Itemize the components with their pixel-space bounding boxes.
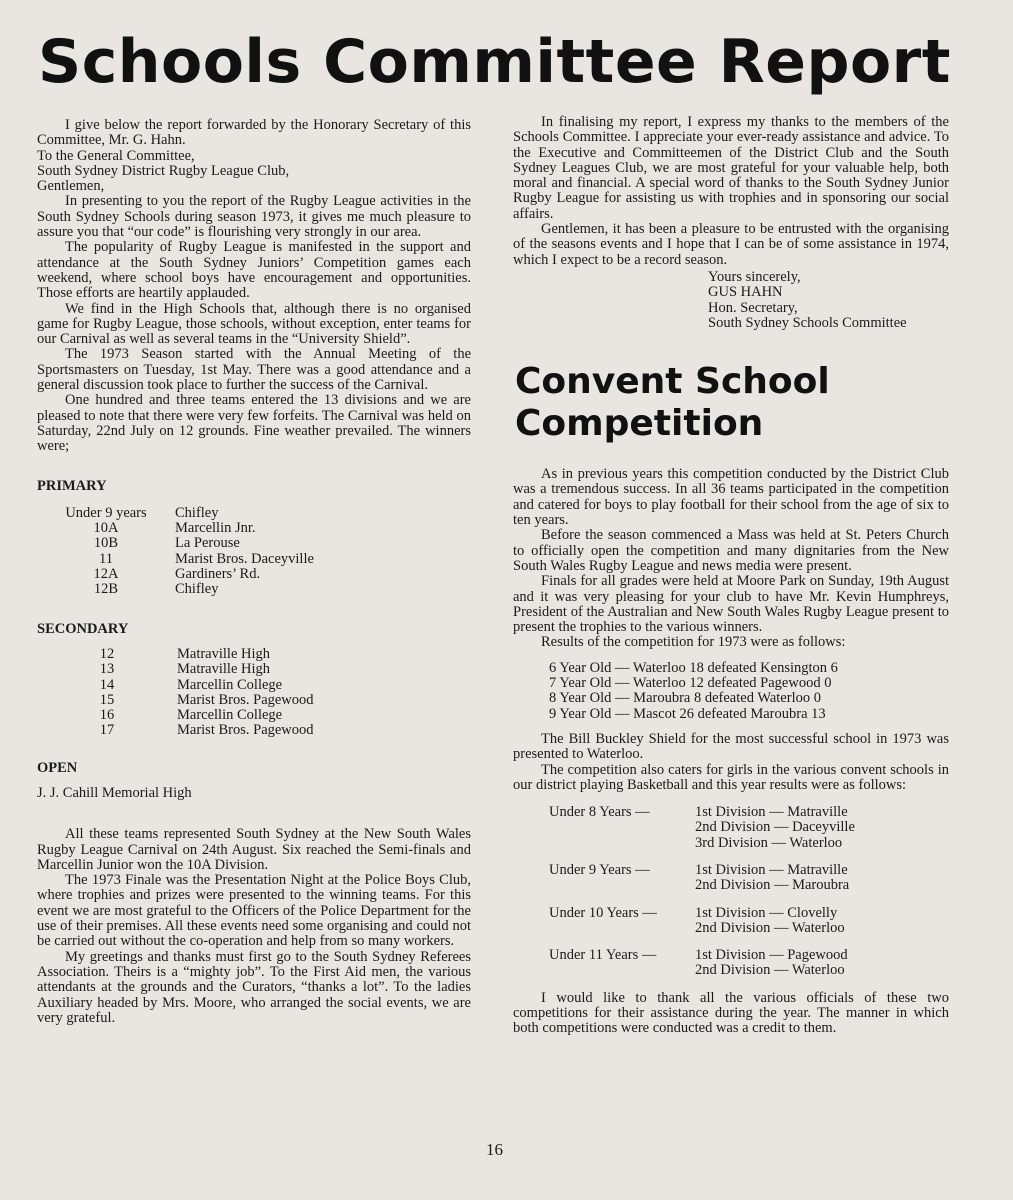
age-group — [513, 906, 949, 937]
results-list — [549, 661, 949, 722]
winner-row — [37, 582, 471, 597]
primary-winners — [37, 506, 471, 598]
division-label: 11 — [99, 550, 113, 567]
division-label: 13 — [99, 661, 115, 678]
page-number: 16 — [486, 1140, 503, 1159]
open-heading: OPEN — [37, 759, 78, 776]
division-label: 14 — [99, 676, 115, 693]
signoff-name: GUS HAHN — [708, 284, 783, 301]
division-label: 10B — [93, 535, 119, 552]
division-label: 10A — [93, 520, 119, 537]
winner-school: Marcellin College — [177, 707, 283, 724]
body-paragraph: Finals for all grades were held at Moore Park on Sunday, 19th August and it was very pleasing for your club to have Mr. Kevin Humphreys, President of the Australian and New South Wales Rugby League present to present the trophies to the various winners. — [513, 573, 949, 636]
signature-block — [708, 270, 949, 331]
winner-school: La Perouse — [175, 535, 240, 552]
winner-row — [37, 678, 471, 693]
winner-row — [37, 693, 471, 708]
winner-row — [37, 567, 471, 582]
secondary-heading: SECONDARY — [37, 620, 129, 637]
division-result: 1st Division — Clovelly — [695, 904, 838, 921]
winner-school: Gardiners’ Rd. — [175, 566, 261, 583]
body-paragraph: As in previous years this competition conducted by the District Club was a tremendous success. In all 36 teams participated in the competition and catered for boys to play football for their school from the age of six to ten years. — [513, 466, 949, 529]
division-result: 2nd Division — Waterloo — [695, 919, 845, 936]
winner-school: Chifley — [175, 504, 219, 521]
signoff-line: South Sydney Schools Committee — [708, 314, 907, 331]
winner-school: Chifley — [175, 581, 219, 598]
age-group — [513, 805, 949, 851]
body-paragraph: I would like to thank all the various officials of these two competitions for their assistance during the year. The manner in which both competitions were conducted was a credit to them. — [513, 989, 949, 1037]
intro-line: South Sydney District Rugby League Club, — [37, 162, 290, 179]
division-label: 17 — [99, 722, 115, 739]
division-result: 1st Division — Pagewood — [695, 947, 848, 964]
section-title: Convent School Competition — [515, 361, 830, 445]
winner-row — [37, 536, 471, 551]
body-paragraph: The popularity of Rugby League is manifested in the support and attendance at the South Sydney Juniors’ Competition games each weekend, where school boys have encouragement and opportunities. Those efforts are heartily applauded. — [37, 239, 471, 302]
body-paragraph: The 1973 Finale was the Presentation Night at the Police Boys Club, where trophies and prizes were presented to the winning teams. For this event we are most grateful to the Officers of the Police Department for the use of their premises. All these events need some organising and could not be carried out without the co-operation and help from so many workers. — [37, 872, 471, 950]
body-paragraph: The competition also caters for girls in the various convent schools in our district playing Basketball and this year results were as follows: — [513, 761, 949, 793]
winner-row — [37, 647, 471, 662]
body-paragraph: We find in the High Schools that, although there is no organised game for Rugby League, those schools, without exception, enter teams for our Carnival as well as several teams in the “University Shield”. — [37, 300, 471, 348]
winner-school: Marcellin College — [177, 676, 283, 693]
division-label: Under 9 years — [65, 504, 147, 521]
winner-school: Matraville High — [177, 661, 271, 678]
right-column — [513, 115, 949, 1037]
division-label: 16 — [99, 707, 115, 724]
winner-school: Marist Bros. Pagewood — [177, 691, 314, 708]
body-paragraph: Before the season commenced a Mass was held at St. Peters Church to officially open the competition and many dignitaries from the New South Wales Rugby League and news media were present. — [513, 527, 949, 574]
winner-row — [37, 521, 471, 536]
signoff-line: Hon. Secretary, — [708, 299, 798, 316]
body-paragraph: In finalising my report, I express my thanks to the members of the Schools Committee. I appreciate your ever-ready assistance and advice. To the Executive and Committeemen of the District Club and the South Sydney Leagues Club, we are most grateful for your valuable help, both moral and financial. A special word of thanks to the South Sydney Junior Rugby League for assisting us with trophies and in sponsoring our social affairs. — [513, 114, 949, 222]
body-paragraph: The 1973 Season started with the Annual Meeting of the Sportsmasters on Tuesday, 1st May. There was a good attendance and a general discussion took place to further the success of the Carnival. — [37, 346, 471, 394]
intro-line: To the General Committee, — [37, 147, 195, 164]
body-paragraph: My greetings and thanks must first go to the South Sydney Referees Association. Theirs is a “mighty job”. To the First Aid men, the various attendants at the grounds and the Curators, “thanks a lot”. To the ladies Auxiliary headed by Mrs. Moore, who arranged the social events, we are very grateful. — [37, 948, 471, 1026]
primary-heading: PRIMARY — [37, 477, 107, 494]
division-label: 15 — [99, 691, 115, 708]
winner-school: Matraville High — [177, 645, 271, 662]
result-row: 8 Year Old — Maroubra 8 defeated Waterloo 0 — [549, 690, 821, 707]
division-result: 2nd Division — Waterloo — [695, 962, 845, 979]
winner-school: Marist Bros. Daceyville — [175, 550, 314, 567]
age-label: Under 9 Years — — [549, 861, 650, 878]
division-label: 12B — [93, 581, 119, 598]
basketball-results — [513, 805, 949, 979]
body-paragraph: In presenting to you the report of the Rugby League activities in the South Sydney Schools during season 1973, it gives me much pleasure to assure you that “our code” is flourishing very strongly in our area. — [37, 193, 471, 241]
winner-school: Marcellin Jnr. — [175, 520, 256, 537]
age-group — [513, 863, 949, 894]
results-intro: Results of the competition for 1973 were as follows: — [541, 634, 846, 651]
winner-row — [37, 506, 471, 521]
age-label: Under 8 Years — — [549, 804, 650, 821]
open-winner: J. J. Cahill Memorial High — [37, 784, 192, 801]
age-group — [513, 948, 949, 979]
age-label: Under 10 Years — — [549, 904, 657, 921]
division-result: 1st Division — Matraville — [695, 804, 848, 821]
page-title: Schools Committee Report — [38, 27, 951, 97]
winner-row — [37, 708, 471, 723]
division-result: 2nd Division — Daceyville — [695, 819, 855, 836]
intro-line: Gentlemen, — [37, 178, 105, 195]
division-label: 12 — [99, 645, 115, 662]
division-result: 2nd Division — Maroubra — [695, 877, 850, 894]
body-paragraph: Gentlemen, it has been a pleasure to be entrusted with the organising of the seasons events and I hope that I can be of some assistance in 1974, which I expect to be a record season. — [513, 221, 949, 268]
body-paragraph: One hundred and three teams entered the 13 divisions and we are pleased to note that there were very few forfeits. The Carnival was held on Saturday, 22nd July on 12 grounds. Fine weather prevailed. The winners were; — [37, 392, 471, 455]
winner-school: Marist Bros. Pagewood — [177, 722, 314, 739]
secondary-winners — [37, 647, 471, 739]
division-label: 12A — [93, 566, 119, 583]
body-paragraph: The Bill Buckley Shield for the most successful school in 1973 was presented to Waterloo. — [513, 730, 949, 763]
winner-row — [37, 552, 471, 567]
winner-row — [37, 662, 471, 677]
division-result: 1st Division — Matraville — [695, 861, 848, 878]
result-row: 9 Year Old — Mascot 26 defeated Maroubra 13 — [549, 705, 826, 722]
division-result: 3rd Division — Waterloo — [695, 834, 843, 851]
signoff-line: Yours sincerely, — [708, 268, 801, 285]
intro-line: I give below the report forwarded by the Honorary Secretary of this Committee, Mr. G. Hahn. — [37, 117, 471, 149]
winner-row — [37, 723, 471, 738]
body-paragraph: All these teams represented South Sydney at the New South Wales Rugby League Carnival on 24th August. Six reached the Semi-finals and Marcellin Junior won the 10A Division. — [37, 826, 471, 873]
left-column — [37, 118, 471, 1026]
result-row: 7 Year Old — Waterloo 12 defeated Pagewood 0 — [549, 675, 832, 692]
result-row: 6 Year Old — Waterloo 18 defeated Kensington 6 — [549, 659, 838, 676]
age-label: Under 11 Years — — [549, 947, 657, 964]
